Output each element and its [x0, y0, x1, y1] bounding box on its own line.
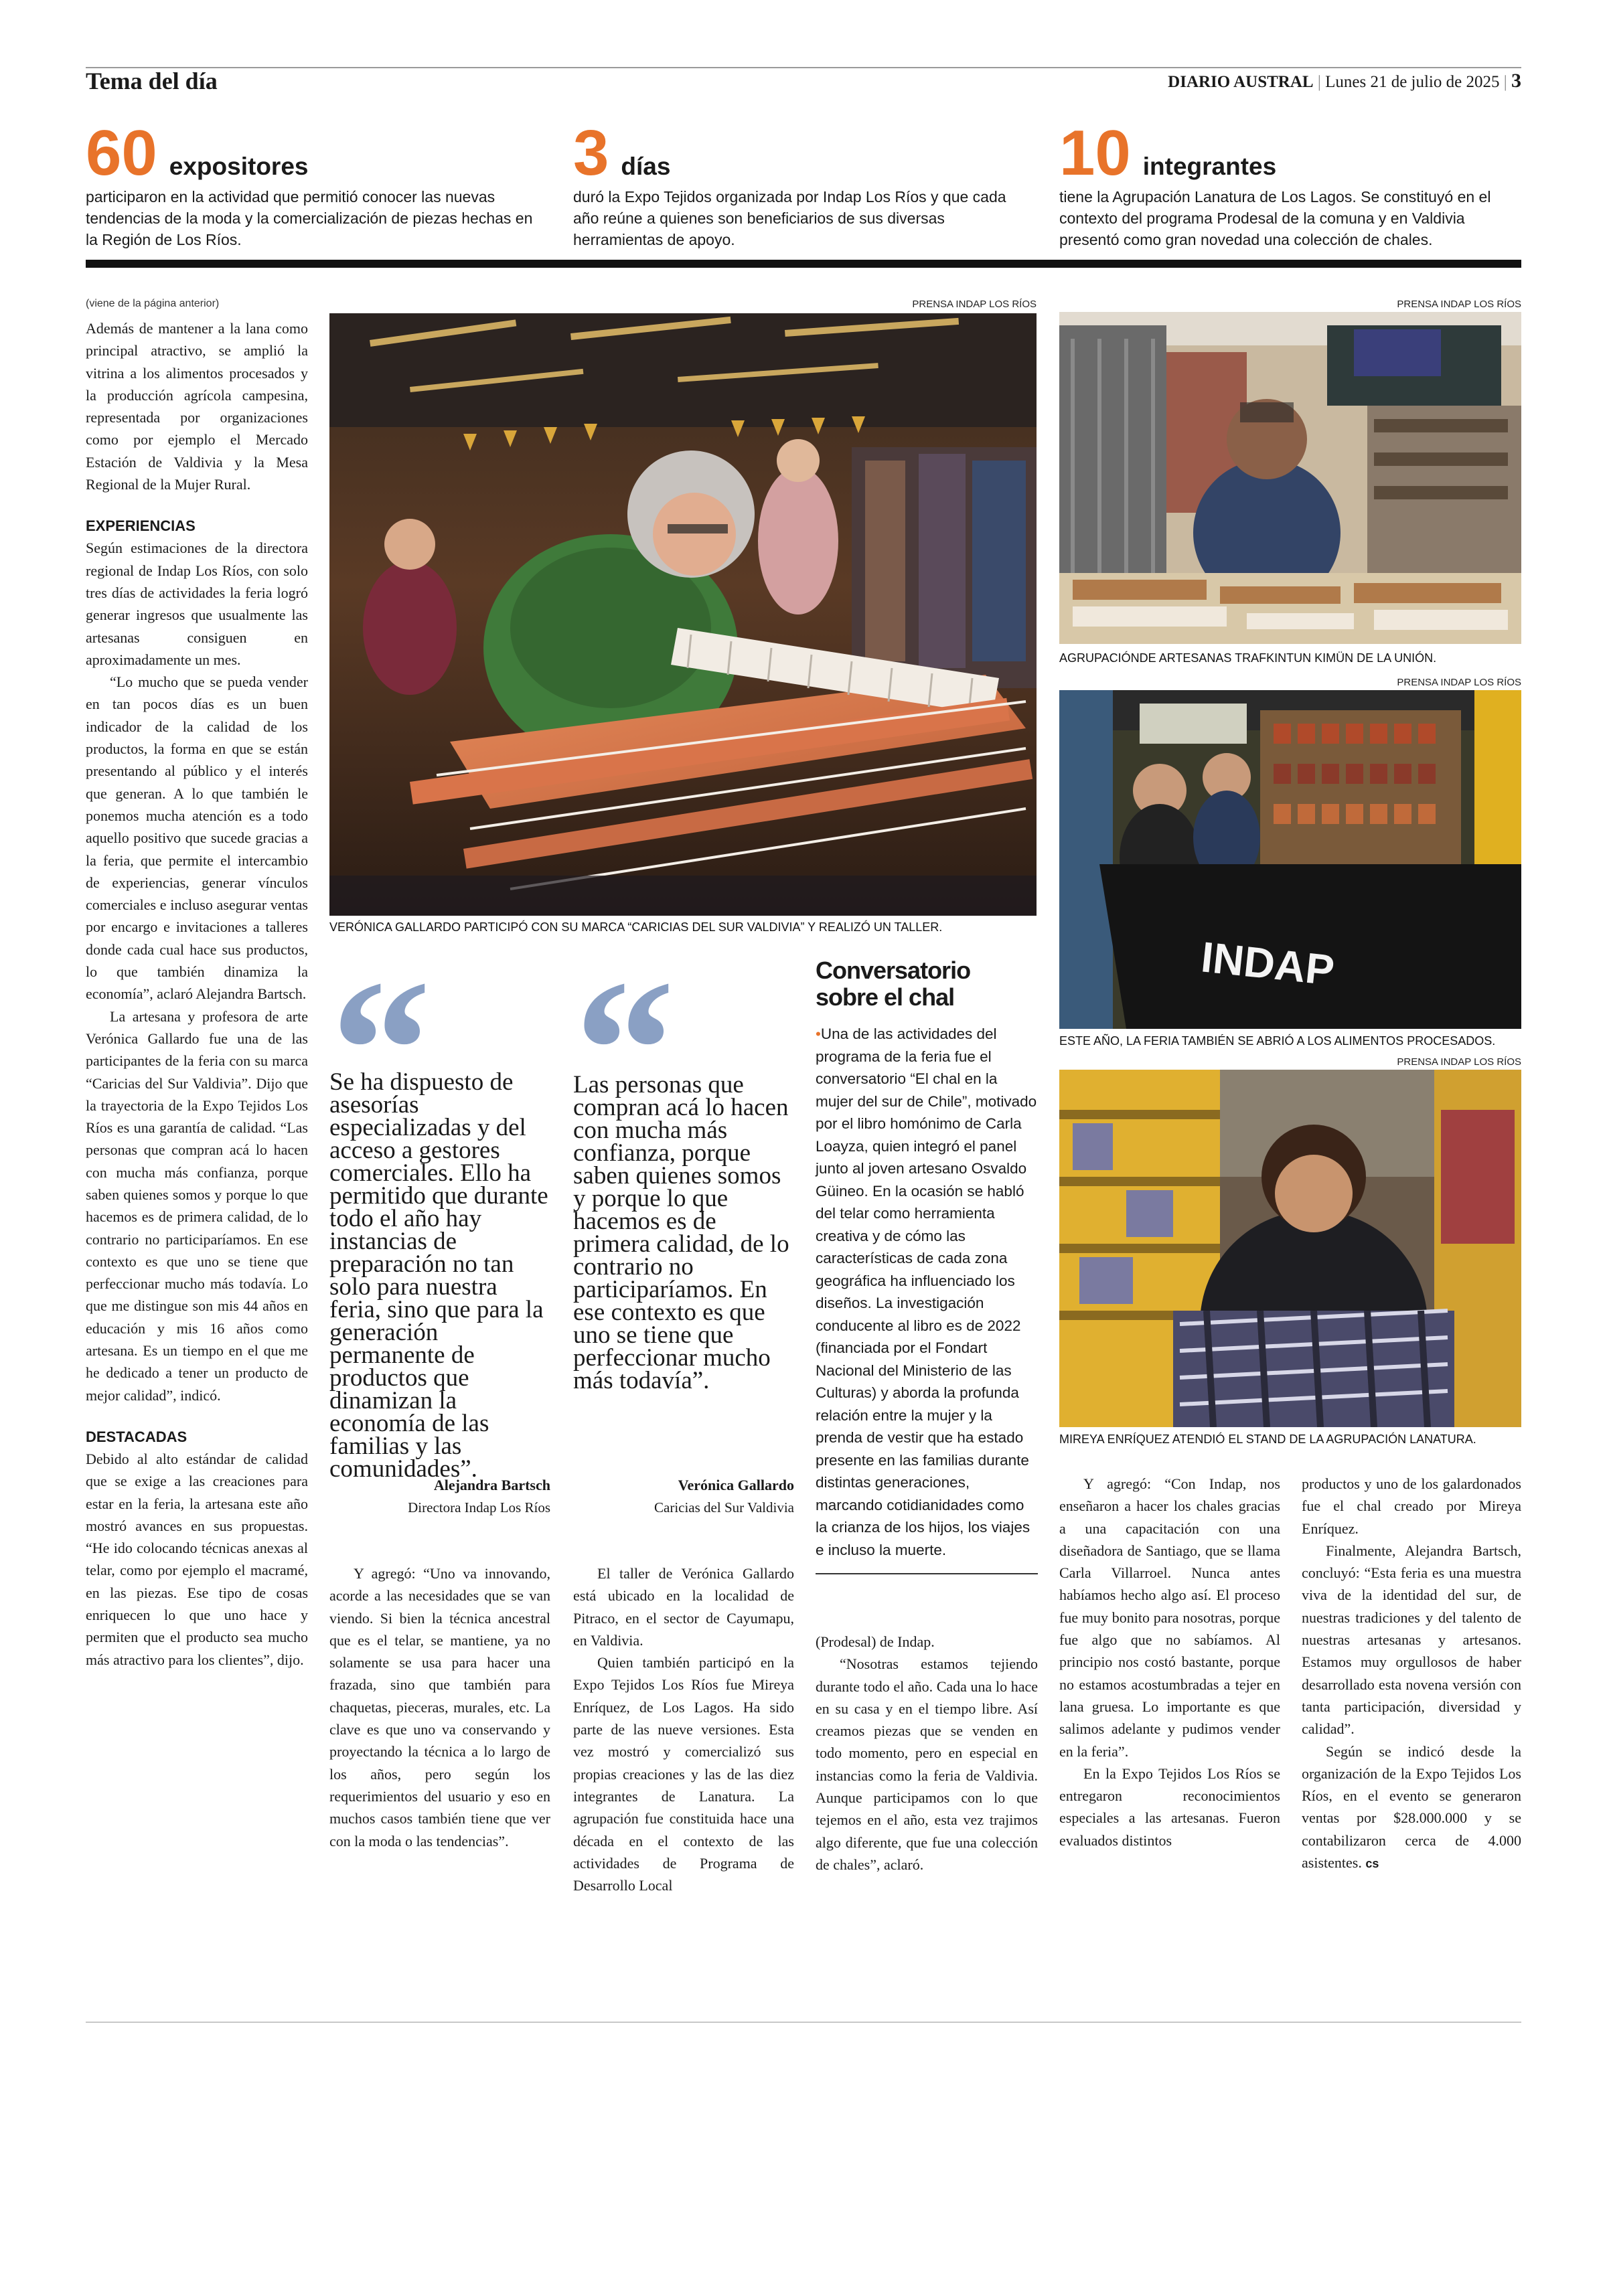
- stat-dias: [573, 117, 1035, 250]
- article-column-4: [816, 1631, 1038, 1876]
- paragraph: El taller de Verónica Gallardo está ubicado en la localidad de Pitraco, en el sector de Cayumapu, en Valdivia.: [573, 1565, 794, 1649]
- pull-quote-text: Las personas que compran acá lo hacen con mucha más confianza, porque saben quienes somos y porque lo que hacemos es de primera calidad, de lo contrario no participaríamos. En ese contexto es que uno se tiene que perfeccionar mucho más todavía”.: [573, 1071, 789, 1394]
- paragraph: Y agregó: “Con Indap, nos enseñaron a hacer los chales gracias a una capacitación con una diseñadora de Santiago, que se llama Carla Villarroel. Nunca antes habíamos hecho algo así. El proceso fue muy bonito para nosotras, porque fue algo que no sabíamos. Al principio nos costó bastante, porque no estamos acostumbradas a tejer en lana gruesa. Lo importante es que salimos adelante y pudimos vender en la feria”.: [1059, 1475, 1280, 1760]
- article-column-2: [329, 1562, 550, 1852]
- photo-credit: PRENSA INDAP LOS RÍOS: [1397, 677, 1521, 688]
- paper-name: DIARIO AUSTRAL: [1168, 73, 1314, 91]
- stat-label: días: [621, 153, 671, 180]
- pull-quote-text: Se ha dispuesto de asesorías especializadas y del acceso a gestores comerciales. Ello ha permitido que durante todo el año hay instancias de preparación no tan solo para nuestra feria, sino que para la generación permanente de productos que dinamizan la economía de las familias y las comunidades”.: [329, 1068, 548, 1483]
- quote-author: Verónica Gallardo: [678, 1477, 794, 1493]
- sidebar-box: [816, 957, 1038, 1574]
- paragraph: [1302, 1740, 1521, 1876]
- stat-description: duró la Expo Tejidos organizada por Indap Los Ríos y que cada año reúne a quienes son beneficiarios de sus diversas herramientas de apoyo.: [573, 188, 1006, 248]
- mireya-photo-image: [1059, 1070, 1521, 1427]
- photo-mireya-enriquez: [1059, 1070, 1521, 1427]
- stat-number: 3: [573, 117, 609, 189]
- stat-label: integrantes: [1142, 153, 1277, 180]
- photo-caption: ESTE AÑO, LA FERIA TAMBIÉN SE ABRIÓ A LOS ALIMENTOS PROCESADOS.: [1059, 1034, 1496, 1048]
- food-stand-photo-image: [1059, 690, 1521, 1029]
- paragraph: Según estimaciones de la directora regional de Indap Los Ríos, con solo tres días de actividades la feria logró generar ingresos que usualmente las artesanas consiguen en aproximadamente un mes.: [86, 540, 308, 668]
- subhead-destacadas: DESTACADAS: [86, 1428, 187, 1445]
- masthead: DIARIO AUSTRAL | Lunes 21 de julio de 2025 | 3: [1168, 70, 1521, 92]
- continued-note: (viene de la página anterior): [86, 298, 220, 309]
- paragraph: “Nosotras estamos tejiendo durante todo el año. Cada una lo hace en su casa y en el tiempo libre. Así creamos piezas que se venden en todo momento, pero en especial en instancias como la feria de Valdivia. Aunque participamos con lo que tejemos en el año, esta vez trajimos algo diferente, que fue una colección de chales”, aclaró.: [816, 1655, 1038, 1873]
- paragraph: “Lo mucho que se pueda vender en tan pocos días es un buen indicador de la calidad de los productos, la forma en que se están presentando al público y el interés que generan. A lo que también le ponemos mucha atención es a todo aquello positivo que sucede gracias a la feria, que permite el intercambio de experiencias, generar vínculos comerciales e incluso asegurar ventas por encargo e invitaciones a talleres donde cada cual hace sus productos, lo que también dinamiza la economía”, aclaró Alejandra Bartsch.: [86, 673, 308, 1003]
- box-title-line: Conversatorio: [816, 957, 971, 984]
- paragraph: Finalmente, Alejandra Bartsch, concluyó: “Esta feria es una muestra viva de la identidad del sur, de nuestras tradiciones y del talento de nuestras artesanas y artesanos. Estamos muy orgullosos de haber desarrollado esta novena versión con tanta participación, diversidad y calidad”.: [1302, 1542, 1521, 1738]
- box-rule: [816, 1573, 1038, 1574]
- box-title: [816, 957, 1038, 1011]
- quote-mark-icon: [575, 983, 675, 1083]
- subhead-experiencias: EXPERIENCIAS: [86, 517, 196, 535]
- quote-author-role: Caricias del Sur Valdivia: [654, 1499, 794, 1515]
- paragraph: La artesana y profesora de arte Verónica Gallardo fue una de las participantes de la feria con su marca “Caricias del Sur Valdivia”. Dijo que la trayectoria de la Expo Tejidos Los Ríos es una garantía de calidad. “Las personas que compran acá lo hacen con mucha más confianza, porque saben quienes somos y porque lo que hacemos es de primera calidad, de lo contrario no participaríamos. En ese contexto es que uno se tiene que perfeccionar mucho más todavía. Lo que me distingue son mis 44 años en educación y mis 16 años como artesana. Es un tiempo en el que me he dedicado a tener un producto de mejor calidad”, indicó.: [86, 1007, 308, 1404]
- paragraph: Además de mantener a la lana como principal atractivo, se amplió la vitrina a los alimentos procesados y la producción agrícola campesina, representada por organizaciones como por ejemplo el Mercado Estación de Valdivia y la Mesa Regional de la Mujer Rural.: [86, 320, 308, 493]
- section-title: Tema del día: [86, 68, 218, 94]
- box-body: Una de las actividades del programa de la feria fue el conversatorio “El chal en la mujer del sur de Chile”, motivado por el libro homónimo de Carla Loayza, quien integró el panel junto al joven artesano Osvaldo Güineo. En la ocasión se habló del telar como herramienta creativa y de cómo las características de cada zona geográfica ha influenciado los diseños. La investigación conducente al libro es de 2022 (financiada por el Fondart Nacional del Ministerio de las Culturas) y aborda la profunda relación entre la mujer y la prenda de vestir que ha estado presente en las familias durante distintas generaciones, marcando cotidianidades como la crianza de los hijos, los viajes e incluso la muerte.: [816, 1026, 1037, 1558]
- photo-credit: PRENSA INDAP LOS RÍOS: [912, 299, 1037, 310]
- paragraph: productos y uno de los galardonados fue el chal creado por Mireya Enríquez.: [1302, 1475, 1521, 1537]
- paragraph: Y agregó: “Uno va innovando, acorde a las necesidades que se van viendo. Si bien la técnica ancestral que es el telar, se mantiene, ya no solamente se usa para hacer una frazada, sino que también para chaquetas, pieceras, murales, etc. La clave es que uno va conservando y proyectando la técnica a lo largo de los años, pero según los requerimientos del usuario y eso en muchos casos también tiene que ver con la moda o las tendencias”.: [329, 1565, 550, 1850]
- quote-author-role: Directora Indap Los Ríos: [408, 1499, 550, 1515]
- paragraph: (Prodesal) de Indap.: [816, 1633, 935, 1650]
- box-title-line: sobre el chal: [816, 983, 955, 1011]
- stat-expositores: [86, 117, 548, 250]
- paragraph: Debido al alto estándar de calidad que se exige a las creaciones para estar en la feria, la artesana este año mostró avances en sus propuestas. “He ido colocando técnicas anexas al telar, como por ejemplo el macramé, en las piezas. Ese tipo de cosas enriquecen lo que uno hace y permiten que el producto sea mucho más atractivo para los clientes”, dijo.: [86, 1450, 308, 1668]
- photo-food-stand: [1059, 690, 1521, 1029]
- article-column-6: [1302, 1473, 1521, 1875]
- top-rule: [86, 67, 1521, 68]
- photo-credit: PRENSA INDAP LOS RÍOS: [1397, 299, 1521, 310]
- indap-sign-text: INDAP: [1199, 932, 1337, 995]
- article-column-3: [573, 1562, 794, 1896]
- artisan-photo-image: [1059, 312, 1521, 644]
- bullet-icon: •: [816, 1026, 821, 1042]
- issue-date: Lunes 21 de julio de 2025: [1325, 73, 1500, 91]
- stat-number: 60: [86, 117, 157, 189]
- photo-artisan-trafkintun: [1059, 312, 1521, 644]
- photo-caption: VERÓNICA GALLARDO PARTICIPÓ CON SU MARCA “CARICIAS DEL SUR VALDIVIA” Y REALIZÓ UN TALLER.: [329, 920, 943, 934]
- photo-caption: AGRUPACIÓNDE ARTESANAS TRAFKINTUN KIMÜN DE LA UNIÓN.: [1059, 651, 1437, 665]
- stat-integrantes: [1059, 117, 1521, 250]
- weaving-photo-image: [329, 313, 1037, 916]
- bottom-rule: [86, 2022, 1521, 2023]
- article-column-5: [1059, 1473, 1280, 1852]
- stats-rule: [86, 260, 1521, 268]
- photo-weaving-workshop: [329, 313, 1037, 916]
- stat-description: tiene la Agrupación Lanatura de Los Lagos. Se constituyó en el contexto del programa Prodesal de la comuna y en Valdivia presentó como gran novedad una colección de chales.: [1059, 188, 1491, 248]
- paragraph: En la Expo Tejidos Los Ríos se entregaron reconocimientos especiales a las artesanas. Fueron evaluados distintos: [1059, 1765, 1280, 1849]
- paragraph: Quien también participó en la Expo Tejidos Los Ríos fue Mireya Enríquez, de Los Lagos. Ha sido parte de las nueve versiones. Esta vez mostró y comercializó sus propias creaciones y las de las diez integrantes de Lanatura. La agrupación fue constituida hace una década en el contexto de las actividades de Programa de Desarrollo Local: [573, 1654, 794, 1894]
- photo-caption: MIREYA ENRÍQUEZ ATENDIÓ EL STAND DE LA AGRUPACIÓN LANATURA.: [1059, 1432, 1476, 1446]
- end-mark-icon: cs: [1365, 1857, 1379, 1871]
- photo-credit: PRENSA INDAP LOS RÍOS: [1397, 1056, 1521, 1068]
- box-text: [816, 1023, 1038, 1561]
- stat-label: expositores: [169, 153, 309, 180]
- quote-author: Alejandra Bartsch: [433, 1477, 550, 1493]
- stat-description: participaron en la actividad que permitió conocer las nuevas tendencias de la moda y la comercialización de piezas hechas en la Región de Los Ríos.: [86, 188, 533, 248]
- closing-text: Según se indicó desde la organización de la Expo Tejidos Los Ríos, en el evento se generaron ventas por $28.000.000 y se contabilizaron cerca de 4.000 asistentes.: [1302, 1742, 1521, 1872]
- stat-number: 10: [1059, 117, 1131, 189]
- page-number: 3: [1511, 70, 1521, 92]
- article-column-1: [86, 317, 308, 1671]
